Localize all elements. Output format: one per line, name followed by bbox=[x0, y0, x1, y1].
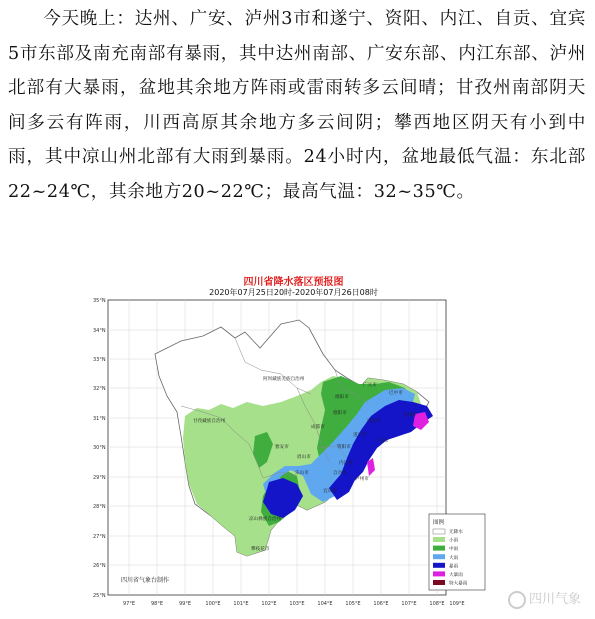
city-label: 德阳市 bbox=[333, 411, 347, 416]
map-title: 四川省降水落区预报图 bbox=[243, 277, 344, 288]
legend-label: 暴雨 bbox=[449, 564, 459, 570]
lat-label: 35°N bbox=[93, 298, 106, 304]
forecast-paragraph: 今天晚上：达州、广安、泸州3市和遂宁、资阳、内江、自贡、宜宾5市东部及南充南部有暴雨，其中达州南部、广安东部、内江东部、泸州北部有大暴雨，盆地其余地方阵雨或雷雨转多云间晴；甘孜州南部阴天间多云有阵雨，川西高原其余地方多云间阴；攀西地区阴天有小到中雨，其中凉山州北部有大雨到暴雨。24小时内，盆地最低气温：东北部22~24℃，其余地方20~22℃；最高气温：32~35℃。 bbox=[8, 9, 586, 202]
city-label: 凉山彝族自治州 bbox=[249, 517, 282, 522]
city-label: 遂宁市 bbox=[353, 433, 367, 438]
city-label: 资阳市 bbox=[337, 445, 351, 450]
lon-label: 103°E bbox=[289, 601, 305, 607]
map-legend bbox=[429, 514, 485, 590]
lon-label: 100°E bbox=[205, 601, 221, 607]
legend-swatch bbox=[433, 537, 445, 542]
lon-label: 108°E bbox=[429, 601, 445, 607]
city-label: 广元市 bbox=[363, 383, 377, 388]
lon-label: 104°E bbox=[317, 601, 333, 607]
map-date-range: 2020年07月25日20时-2020年07月26日08时 bbox=[209, 288, 378, 297]
city-label: 南充市 bbox=[367, 419, 381, 424]
lon-label: 99°E bbox=[178, 601, 192, 607]
lon-label: 107°E bbox=[401, 601, 417, 607]
city-label: 内江市 bbox=[339, 461, 353, 466]
city-label: 达州市 bbox=[403, 413, 417, 418]
precipitation-map bbox=[85, 266, 502, 619]
lon-label: 102°E bbox=[261, 601, 277, 607]
city-label: 甘孜藏族自治州 bbox=[193, 419, 226, 424]
lon-label: 106°E bbox=[373, 601, 389, 607]
city-label: 宜宾市 bbox=[323, 489, 337, 494]
city-label: 自贡市 bbox=[333, 471, 347, 476]
legend-swatch bbox=[433, 580, 445, 585]
legend-swatch-no-rain bbox=[433, 529, 445, 534]
city-label: 泸州市 bbox=[355, 477, 369, 482]
city-label: 广安市 bbox=[375, 439, 389, 444]
legend-label: 中雨 bbox=[449, 547, 459, 553]
legend-swatch bbox=[433, 554, 445, 559]
lat-label: 34°N bbox=[93, 328, 106, 334]
lon-label: 101°E bbox=[233, 601, 249, 607]
legend-swatch bbox=[433, 571, 445, 576]
lon-label: 97°E bbox=[122, 601, 136, 607]
legend-label: 特大暴雨 bbox=[449, 581, 468, 587]
lat-label: 26°N bbox=[93, 563, 106, 569]
legend-swatch bbox=[433, 563, 445, 568]
lat-label: 29°N bbox=[93, 475, 106, 481]
legend-swatch bbox=[433, 546, 445, 551]
city-label: 巴中市 bbox=[389, 391, 403, 396]
legend-header: 无降水 bbox=[449, 530, 463, 535]
lat-label: 32°N bbox=[93, 386, 106, 392]
lon-label: 105°E bbox=[345, 601, 361, 607]
watermark-text: 四川气象 bbox=[529, 592, 582, 607]
city-label: 乐山市 bbox=[295, 471, 309, 476]
city-label: 绵阳市 bbox=[335, 395, 349, 400]
lat-label: 25°N bbox=[93, 593, 106, 599]
legend-label: 大暴雨 bbox=[449, 573, 463, 578]
legend-title: 图例 bbox=[433, 520, 445, 526]
weibo-icon bbox=[508, 591, 526, 609]
legend-label: 大雨 bbox=[449, 555, 459, 561]
legend-label: 小雨 bbox=[449, 538, 459, 544]
lon-label: 98°E bbox=[150, 601, 164, 607]
watermark bbox=[508, 588, 581, 609]
city-label: 雅安市 bbox=[275, 445, 289, 450]
lat-label: 27°N bbox=[93, 534, 106, 540]
lat-label: 30°N bbox=[93, 445, 106, 451]
city-label: 眉山市 bbox=[297, 455, 311, 460]
city-label: 成都市 bbox=[311, 425, 325, 430]
map-producer: 四川省气象台制作 bbox=[121, 577, 170, 584]
lat-label: 28°N bbox=[93, 504, 106, 510]
lat-label: 31°N bbox=[93, 416, 106, 422]
lat-label: 33°N bbox=[93, 357, 106, 363]
city-label: 攀枝花市 bbox=[251, 547, 270, 552]
lon-label: 109°E bbox=[449, 601, 465, 607]
city-label: 阿坝藏族羌族自治州 bbox=[263, 377, 305, 382]
